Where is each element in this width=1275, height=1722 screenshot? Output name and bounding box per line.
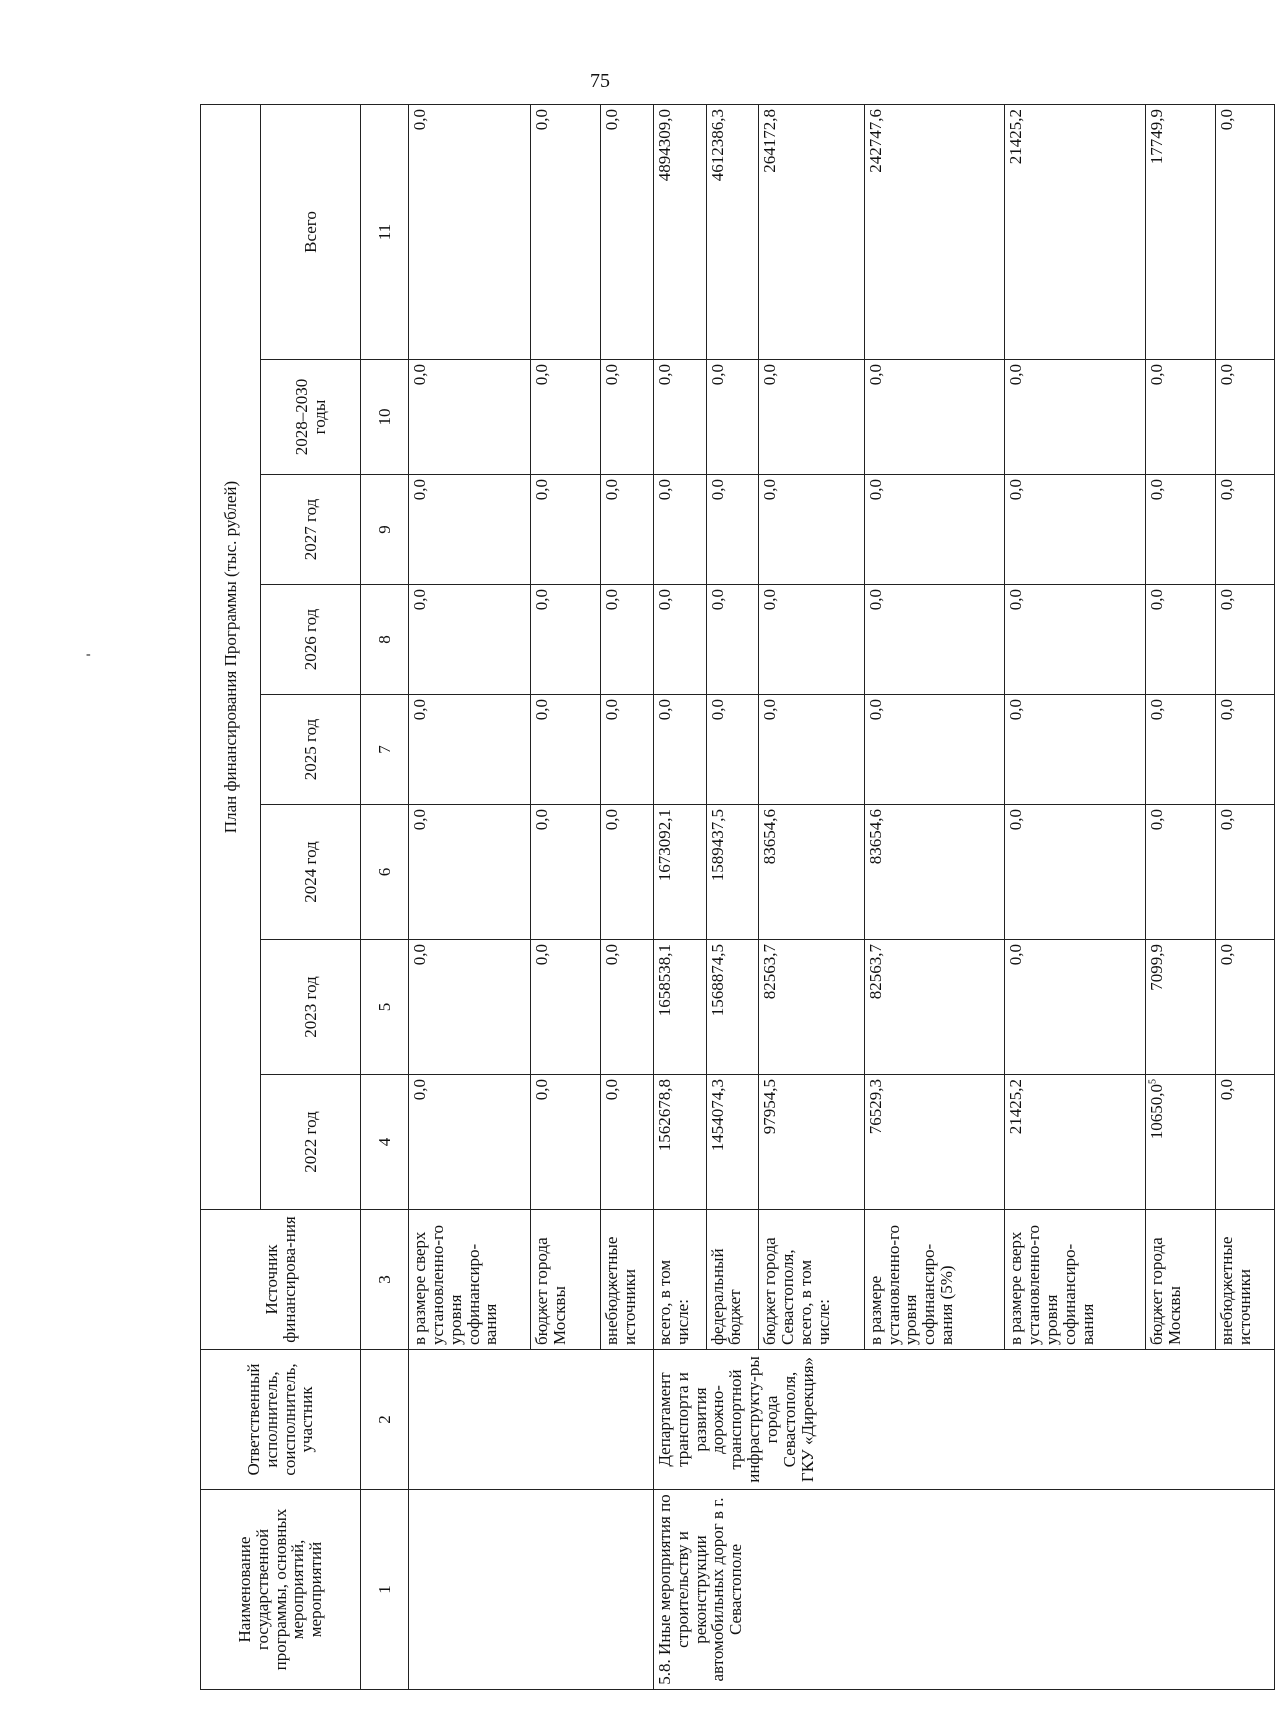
table-row — [653, 105, 706, 1690]
value-cell: 0,0 — [1216, 940, 1275, 1075]
page-number: 75 — [590, 70, 610, 92]
row-responsible-cell: Департамент транспорта и развития дорожно-транспортной инфраструкту-ры города Севастополя, ГКУ «Дирекция» — [653, 1350, 1274, 1490]
column-number: 2 — [361, 1350, 409, 1490]
value-cell: 0,0 — [1005, 475, 1146, 585]
value-cell: 0,0 — [1005, 585, 1146, 695]
column-number: 6 — [361, 805, 409, 940]
column-number: 11 — [361, 105, 409, 360]
row-source-cell: внебюджетные источники — [601, 1210, 654, 1350]
value-cell: 0,0 — [409, 105, 531, 360]
value-cell: 0,0 — [759, 695, 864, 805]
value-cell: 1568874,5 — [706, 940, 759, 1075]
value-text: 10650,0 — [1147, 1084, 1167, 1140]
table-row — [409, 105, 531, 1690]
column-number: 5 — [361, 940, 409, 1075]
value-cell: 0,0 — [864, 695, 1005, 805]
row-responsible-cell — [409, 1350, 654, 1490]
value-cell: 0,0 — [1216, 695, 1275, 805]
value-cell: 0,0 — [864, 585, 1005, 695]
row-source-cell: бюджет города Москвы — [1146, 1210, 1216, 1350]
value-cell: 0,0 — [409, 1075, 531, 1210]
value-cell: 0,0 — [706, 475, 759, 585]
value-cell: 0,0 — [864, 475, 1005, 585]
value-cell: 0,0 — [601, 585, 654, 695]
value-cell: 0,0 — [653, 360, 706, 475]
row-source-cell: в размере установленно-го уровня софинансиро-вания (5%) — [864, 1210, 1005, 1350]
value-cell: 0,0 — [864, 360, 1005, 475]
row-name-cell — [409, 1490, 654, 1690]
header-source: Источник финансирова-ния — [201, 1210, 361, 1350]
column-number-row — [361, 105, 409, 1690]
value-cell: 1562678,8 — [653, 1075, 706, 1210]
value-cell: 0,0 — [601, 360, 654, 475]
header-year: 2024 год — [261, 805, 361, 940]
value-cell: 0,0 — [601, 1075, 654, 1210]
value-cell: 0,0 — [601, 695, 654, 805]
value-cell: 0,0 — [530, 105, 600, 360]
financing-table — [200, 104, 1275, 1690]
value-cell: 82563,7 — [759, 940, 864, 1075]
value-cell: 0,0 — [1216, 805, 1275, 940]
value-cell: 0,0 — [530, 585, 600, 695]
value-cell: 0,0 — [530, 360, 600, 475]
value-cell: 1589437,5 — [706, 805, 759, 940]
row-source-cell: внебюджетные источники — [1216, 1210, 1275, 1350]
row-source-cell: всего, в том числе: — [653, 1210, 706, 1350]
value-cell — [1146, 1075, 1216, 1210]
row-source-cell: в размере сверх установленно-го уровня софинансиро-вания — [1005, 1210, 1146, 1350]
value-cell: 7099,9 — [1146, 940, 1216, 1075]
column-number: 7 — [361, 695, 409, 805]
value-cell: 1658538,1 — [653, 940, 706, 1075]
value-cell: 4612386,3 — [706, 105, 759, 360]
value-cell: 0,0 — [409, 805, 531, 940]
column-number: 8 — [361, 585, 409, 695]
value-cell: 0,0 — [706, 360, 759, 475]
value-cell: 0,0 — [409, 475, 531, 585]
value-cell: 0,0 — [1216, 585, 1275, 695]
header-plan: План финансирования Программы (тыс. рублей) — [201, 105, 261, 1210]
column-number: 9 — [361, 475, 409, 585]
value-cell: 0,0 — [1216, 105, 1275, 360]
row-source-cell: федеральный бюджет — [706, 1210, 759, 1350]
value-cell: 0,0 — [409, 360, 531, 475]
header-year: 2022 год — [261, 1075, 361, 1210]
value-cell: 76529,3 — [864, 1075, 1005, 1210]
value-cell: 0,0 — [530, 475, 600, 585]
value-cell: 0,0 — [1216, 360, 1275, 475]
value-cell: 21425,2 — [1005, 105, 1146, 360]
value-cell: 83654,6 — [864, 805, 1005, 940]
header-name: Наименование государственной программы, основных мероприятий, мероприятий — [201, 1490, 361, 1690]
value-cell: 0,0 — [1146, 805, 1216, 940]
column-number: 4 — [361, 1075, 409, 1210]
value-cell: 0,0 — [759, 585, 864, 695]
value-cell: 0,0 — [706, 695, 759, 805]
stray-mark: - — [86, 647, 91, 662]
header-year: 2023 год — [261, 940, 361, 1075]
value-cell: 264172,8 — [759, 105, 864, 360]
value-cell: 1673092,1 — [653, 805, 706, 940]
value-cell: 0,0 — [1005, 360, 1146, 475]
value-cell: 0,0 — [1146, 585, 1216, 695]
value-cell: 0,0 — [601, 805, 654, 940]
value-cell: 0,0 — [1216, 475, 1275, 585]
value-cell: 0,0 — [759, 360, 864, 475]
header-year: 2025 год — [261, 695, 361, 805]
value-cell: 0,0 — [530, 1075, 600, 1210]
column-number: 10 — [361, 360, 409, 475]
column-number: 1 — [361, 1490, 409, 1690]
value-cell: 0,0 — [1146, 475, 1216, 585]
header-responsible: Ответственный исполнитель, соисполнитель, участник — [201, 1350, 361, 1490]
row-source-cell: в размере сверх установленно-го уровня софинансиро-вания — [409, 1210, 531, 1350]
value-cell: 0,0 — [1146, 695, 1216, 805]
value-cell: 83654,6 — [759, 805, 864, 940]
value-cell: 17749,9 — [1146, 105, 1216, 360]
value-cell: 0,0 — [1005, 940, 1146, 1075]
value-cell: 0,0 — [601, 105, 654, 360]
value-cell: 0,0 — [653, 475, 706, 585]
value-cell: 82563,7 — [864, 940, 1005, 1075]
header-year: 2028–2030 годы — [261, 360, 361, 475]
value-cell: 0,0 — [1005, 695, 1146, 805]
header-year: 2026 год — [261, 585, 361, 695]
value-cell: 0,0 — [1216, 1075, 1275, 1210]
value-cell: 97954,5 — [759, 1075, 864, 1210]
value-cell: 0,0 — [1005, 805, 1146, 940]
value-cell: 0,0 — [1146, 360, 1216, 475]
value-cell: 0,0 — [653, 695, 706, 805]
value-cell: 1454074,3 — [706, 1075, 759, 1210]
header-total: Всего — [261, 105, 361, 360]
financing-table-container — [200, 105, 1275, 1690]
value-cell: 4894309,0 — [653, 105, 706, 360]
value-cell: 0,0 — [409, 695, 531, 805]
value-cell: 0,0 — [653, 585, 706, 695]
footnote-mark: 5 — [1147, 1079, 1159, 1084]
header-year: 2027 год — [261, 475, 361, 585]
value-cell: 0,0 — [601, 940, 654, 1075]
value-cell: 0,0 — [706, 585, 759, 695]
value-cell: 0,0 — [601, 475, 654, 585]
row-source-cell: бюджет города Севастополя, всего, в том числе: — [759, 1210, 864, 1350]
value-cell: 0,0 — [409, 585, 531, 695]
value-cell: 0,0 — [530, 695, 600, 805]
value-cell: 0,0 — [530, 805, 600, 940]
row-name-cell: 5.8. Иные мероприятия по строительству и реконструкции автомобильных дорог в г. Севастополе — [653, 1490, 1274, 1690]
row-source-cell: бюджет города Москвы — [530, 1210, 600, 1350]
value-cell: 0,0 — [409, 940, 531, 1075]
value-cell: 242747,6 — [864, 105, 1005, 360]
value-cell: 0,0 — [759, 475, 864, 585]
column-number: 3 — [361, 1210, 409, 1350]
value-cell: 21425,2 — [1005, 1075, 1146, 1210]
value-cell: 0,0 — [530, 940, 600, 1075]
